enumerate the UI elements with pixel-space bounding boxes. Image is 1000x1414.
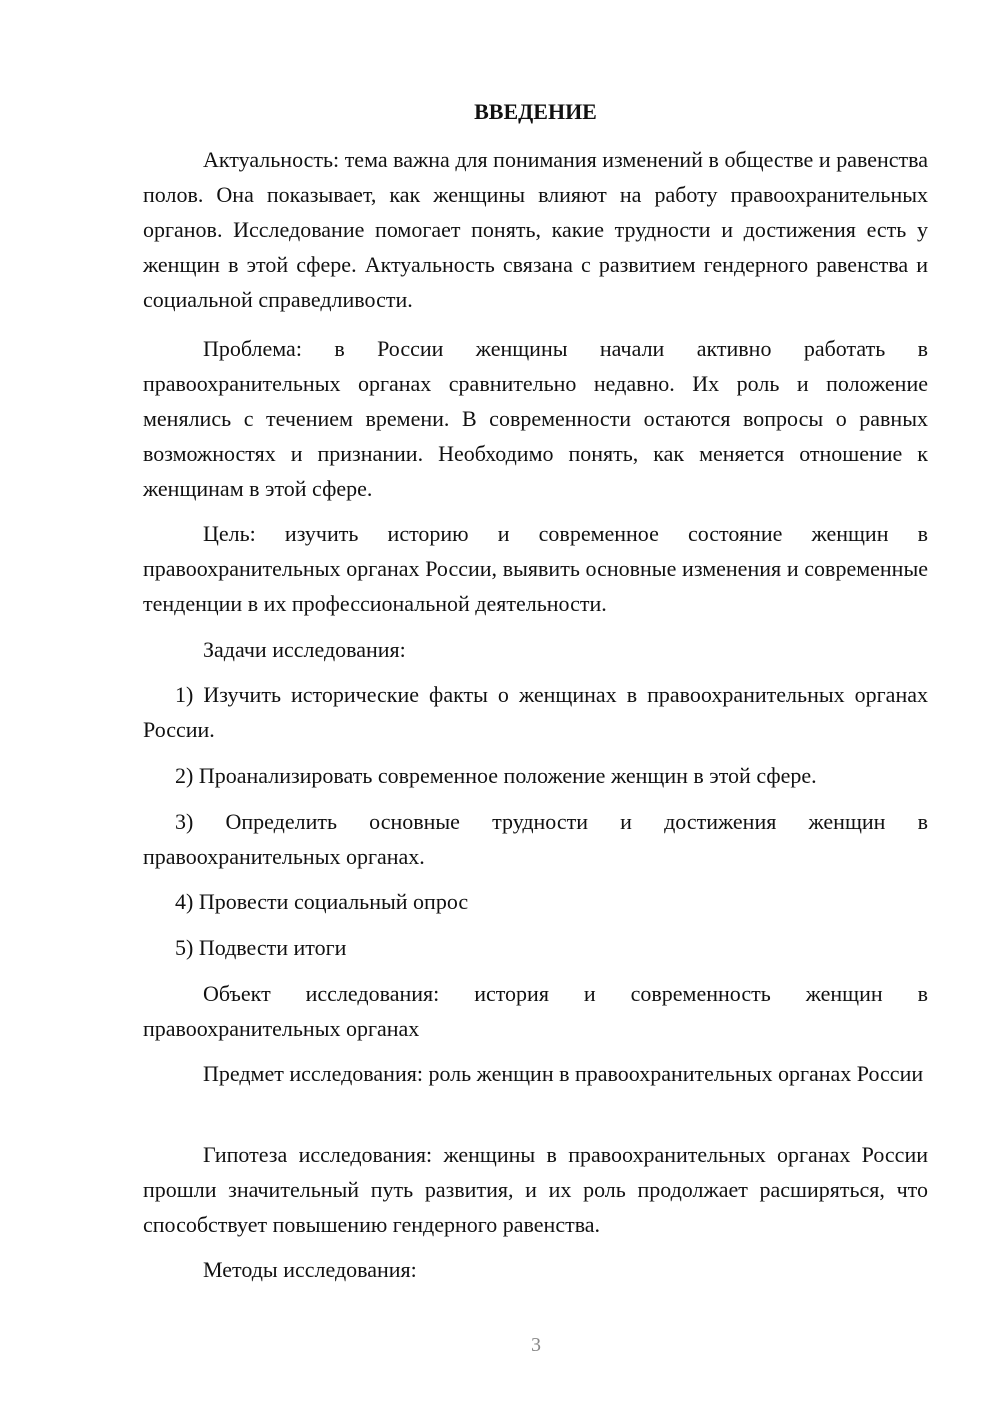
paragraph-object: Объект исследования: история и современность женщин в правоохранительных органах bbox=[143, 981, 928, 1041]
paragraph-tasks-heading: Задачи исследования: bbox=[203, 637, 406, 662]
paragraph-goal: Цель: изучить историю и современное состояние женщин в правоохранительных органах России, выявить основные изменения и современные тенденции в их профессиональной деятельности. bbox=[143, 521, 928, 616]
paragraph-relevance: Актуальность: тема важна для понимания изменений в обществе и равенства полов. Она показывает, как женщины влияют на работу правоохранительных органов. Исследование помогает понять, какие трудности и достижения есть у женщин в этой сфере. Актуальность связана с развитием гендерного равенства и социальной справедливости. bbox=[143, 147, 928, 312]
paragraph-hypothesis: Гипотеза исследования: женщины в правоохранительных органах России прошли значительный путь развития, и их роль продолжает расширяться, что способствует повышению гендерного равенства. bbox=[143, 1142, 928, 1237]
list-item-task-2: 2) Проанализировать современное положение женщин в этой сфере. bbox=[175, 763, 817, 788]
section-title: ВВЕДЕНИЕ bbox=[474, 99, 597, 124]
paragraph-problem: Проблема: в России женщины начали активно работать в правоохранительных органах сравнительно недавно. Их роль и положение менялись с течением времени. В современности остаются вопросы о равных возможностях и признании. Необходимо понять, как меняется отношение к женщинам в этой сфере. bbox=[143, 336, 928, 501]
list-item-task-1: 1) Изучить исторические факты о женщинах в правоохранительных органах России. bbox=[143, 682, 928, 742]
list-item-task-4: 4) Провести социальный опрос bbox=[175, 889, 469, 914]
paragraph-methods: Методы исследования: bbox=[203, 1257, 417, 1282]
list-item-task-3: 3) Определить основные трудности и достижения женщин в правоохранительных органах. bbox=[143, 809, 928, 869]
paragraph-subject: Предмет исследования: роль женщин в правоохранительных органах России bbox=[203, 1061, 924, 1086]
page-number: 3 bbox=[531, 1334, 541, 1356]
list-item-task-5: 5) Подвести итоги bbox=[175, 935, 347, 960]
